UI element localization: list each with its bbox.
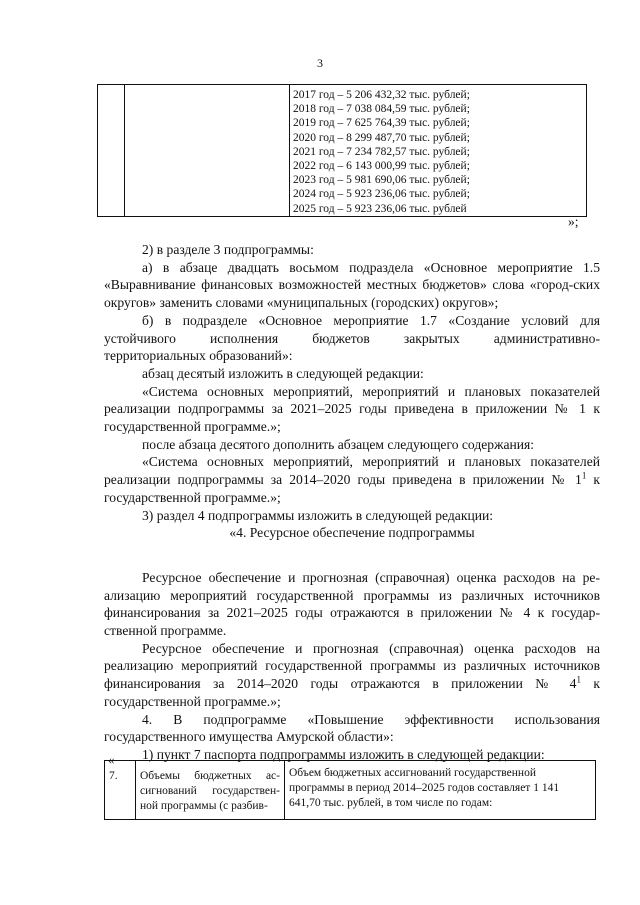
paragraph: Ресурсное обеспечение и прогнозная (справочная) оценка расходов на ре-ализацию мероприятий государственной программы из различных источников финансирования за 2021–2025 годы отражаются в приложении № 4 к государ-ственной программе. [104, 569, 600, 639]
paragraph: а) в абзаце двадцать восьмом подраздела «Основное мероприятие 1.5 «Выравнивание финансовых возможностей местных бюджетов» слова «город-ских округов» заменить словами «муниципальных (городских) округов»; [104, 259, 600, 311]
row-text: Объем бюджетных ассигнований государственной программы в период 2014–2025 годов составляет 1 141 641,70 тыс. рублей, в том числе по годам: [285, 761, 596, 820]
closing-quote: »; [568, 214, 579, 229]
year-row: 2022 год – 6 143 000,99 тыс. рублей; [293, 160, 470, 173]
document-body [104, 241, 600, 764]
paragraph: 2) в разделе 3 подпрограммы: [142, 242, 314, 257]
paragraph-text: к государственной программе.»; [104, 472, 600, 505]
year-row: 2024 год – 5 923 236,06 тыс. рублей; [293, 188, 470, 201]
paragraph: 1) пункт 7 паспорта подпрограммы изложить в следующей редакции: [142, 746, 545, 762]
paragraph: 3) раздел 4 подпрограммы изложить в следующей редакции: [142, 507, 494, 523]
paragraph: б) в подразделе «Основное мероприятие 1.7 «Создание условий для устойчивого исполнения бюджетов закрытых административно- [104, 312, 600, 346]
year-row: 2021 год – 7 234 782,57 тыс. рублей; [293, 145, 470, 158]
paragraph: абзац десятый изложить в следующей редакции: [142, 365, 424, 381]
year-row: 2019 год – 7 625 764,39 тыс. рублей; [293, 117, 470, 130]
paragraph-text: к государственной программе.»; [104, 676, 600, 709]
table-cell-label [125, 85, 290, 217]
passport-table [104, 760, 596, 820]
year-row: 2017 год – 5 206 432,32 тыс. рублей; [293, 89, 470, 101]
opening-quote: « [108, 752, 115, 767]
year-row: 2020 год – 8 299 487,70 тыс. рублей; [293, 131, 470, 144]
section-heading: «4. Ресурсное обеспечение подпрограммы [229, 525, 475, 541]
year-list [290, 85, 586, 216]
paragraph [104, 453, 600, 506]
funding-table [97, 84, 587, 217]
paragraph: 4. В подпрограмме «Повышение эффективности использования государственного имущества Амурской области»: [104, 711, 600, 745]
row-label: Объемы бюджетных ас-сигнований государствен-ной программы (с разбив- [136, 761, 285, 820]
page-number: 3 [317, 56, 323, 70]
year-row: 2023 год – 5 981 690,06 тыс. рублей; [293, 174, 470, 187]
superscript: 1 [576, 674, 581, 685]
year-row: 2018 год – 7 038 084,59 тыс. рублей; [293, 103, 470, 116]
paragraph: территориальных образований»: [104, 348, 293, 364]
row-number: 7. [105, 761, 136, 820]
paragraph: «Система основных мероприятий, мероприятий и плановых показателей реализации подпрограммы за 2021–2025 годы приведена в приложении № 1 к государственной программе.»; [104, 383, 600, 435]
paragraph-text: Ресурсное обеспечение и прогнозная (справочная) оценка расходов на реализацию мероприятий государственной программы из различных источников финансирования за 2014–2020 годы отражаются в приложении № 4 [104, 640, 600, 692]
paragraph-text: «Система основных мероприятий, мероприятий и плановых показателей реализации подпрограммы за 2014–2020 годы приведена в приложении № 1 [104, 454, 600, 488]
table-cell-number [98, 85, 125, 217]
superscript: 1 [581, 470, 587, 481]
paragraph [104, 640, 600, 711]
table-cell-years [290, 85, 587, 217]
paragraph: после абзаца десятого дополнить абзацем следующего содержания: [142, 436, 535, 452]
year-row: 2025 год – 5 923 236,06 тыс. рублей [293, 202, 467, 215]
